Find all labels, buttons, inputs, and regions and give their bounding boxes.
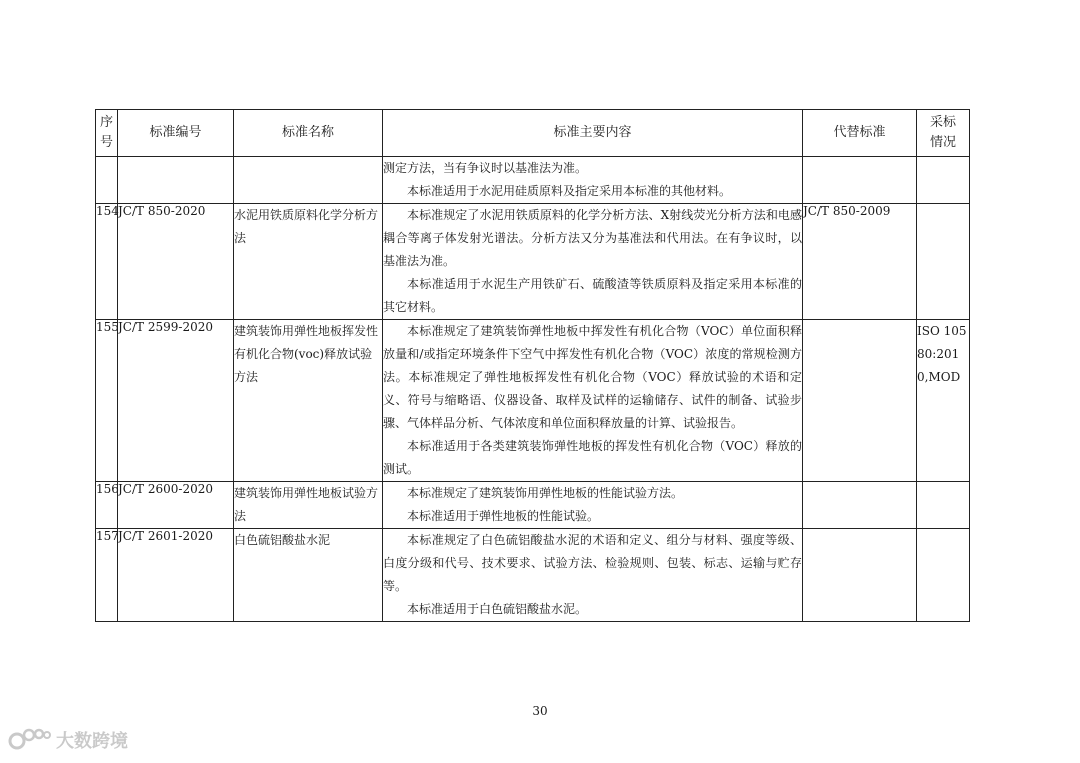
continuation-row [96,157,970,204]
header-adoption: 采标 情况 [917,110,970,157]
header-code: 标准编号 [118,110,234,157]
cell-adoption [917,482,970,529]
content-paragraph: 本标准适用于白色硫铝酸盐水泥。 [407,602,588,616]
table-row [96,320,970,482]
content-paragraph: 本标准规定了建筑装饰弹性地板中挥发性有机化合物（VOC）单位面积释放量和/或指定环境条件下空气中挥发性有机化合物（VOC）浓度的常规检测方法。本标准规定了弹性地板挥发性有机化合物（VOC）释放试验的术语和定义、符号与缩略语、仪器设备、取样及试样的运输储存、试件的制备、试验步骤、气体样品分析、气体浓度和单位面积释放量的计算、试验报告。 [383,324,802,430]
cell-name: 建筑装饰用弹性地板试验方法 [234,482,383,529]
cell-code [118,157,234,204]
content-paragraph: 本标准适用于水泥生产用铁矿石、硫酸渣等铁质原料及指定采用本标准的其它材料。 [383,277,802,314]
table-row [96,482,970,529]
cell-adoption [917,204,970,320]
cell-replaced [803,157,917,204]
cell-name [234,157,383,204]
cell-content [383,529,803,622]
table-row [96,529,970,622]
cell-code: JC/T 2600-2020 [118,482,234,529]
cell-content [383,157,803,204]
header-no: 序 号 [96,110,118,157]
cell-replaced [803,320,917,482]
cell-no: 154 [96,204,118,320]
cell-no: 155 [96,320,118,482]
header-name: 标准名称 [234,110,383,157]
cell-name: 白色硫铝酸盐水泥 [234,529,383,622]
cell-code: JC/T 2599-2020 [118,320,234,482]
cell-content [383,320,803,482]
cell-no [96,157,118,204]
cell-name: 水泥用铁质原料化学分析方法 [234,204,383,320]
cell-replaced [803,482,917,529]
cell-no: 156 [96,482,118,529]
cell-replaced [803,529,917,622]
watermark [8,727,128,753]
cell-no: 157 [96,529,118,622]
watermark-text: 大数跨境 [56,731,128,752]
cell-name: 建筑装饰用弹性地板挥发性有机化合物(voc)释放试验方法 [234,320,383,482]
content-paragraph: 本标准规定了白色硫铝酸盐水泥的术语和定义、组分与材料、强度等级、白度分级和代号、技术要求、试验方法、检验规则、包装、标志、运输与贮存等。 [383,533,802,593]
page-number: 30 [532,704,548,718]
table-header-row [96,110,970,157]
content-paragraph: 本标准适用于弹性地板的性能试验。 [407,509,600,523]
content-paragraph: 本标准规定了建筑装饰用弹性地板的性能试验方法。 [407,486,684,500]
header-content: 标准主要内容 [383,110,803,157]
content-paragraph: 本标准适用于各类建筑装饰弹性地板的挥发性有机化合物（VOC）释放的测试。 [383,439,802,476]
cell-replaced: JC/T 850-2009 [803,204,917,320]
header-replaced: 代替标准 [803,110,917,157]
table-row [96,204,970,320]
content-paragraph: 本标准适用于水泥用硅质原料及指定采用本标准的其他材料。 [407,184,732,198]
cell-content [383,482,803,529]
cell-adoption: ISO 10580:2010,MOD [917,320,970,482]
brand-logo-icon [8,727,52,753]
cell-code: JC/T 2601-2020 [118,529,234,622]
cell-content [383,204,803,320]
cell-code: JC/T 850-2020 [118,204,234,320]
cell-adoption [917,157,970,204]
content-paragraph: 测定方法，当有争议时以基准法为准。 [383,161,588,175]
cell-adoption [917,529,970,622]
content-paragraph: 本标准规定了水泥用铁质原料的化学分析方法、X射线荧光分析方法和电感耦合等离子体发射光谱法。分析方法又分为基准法和代用法。在有争议时，以基准法为准。 [383,208,802,268]
standards-table [95,109,970,622]
